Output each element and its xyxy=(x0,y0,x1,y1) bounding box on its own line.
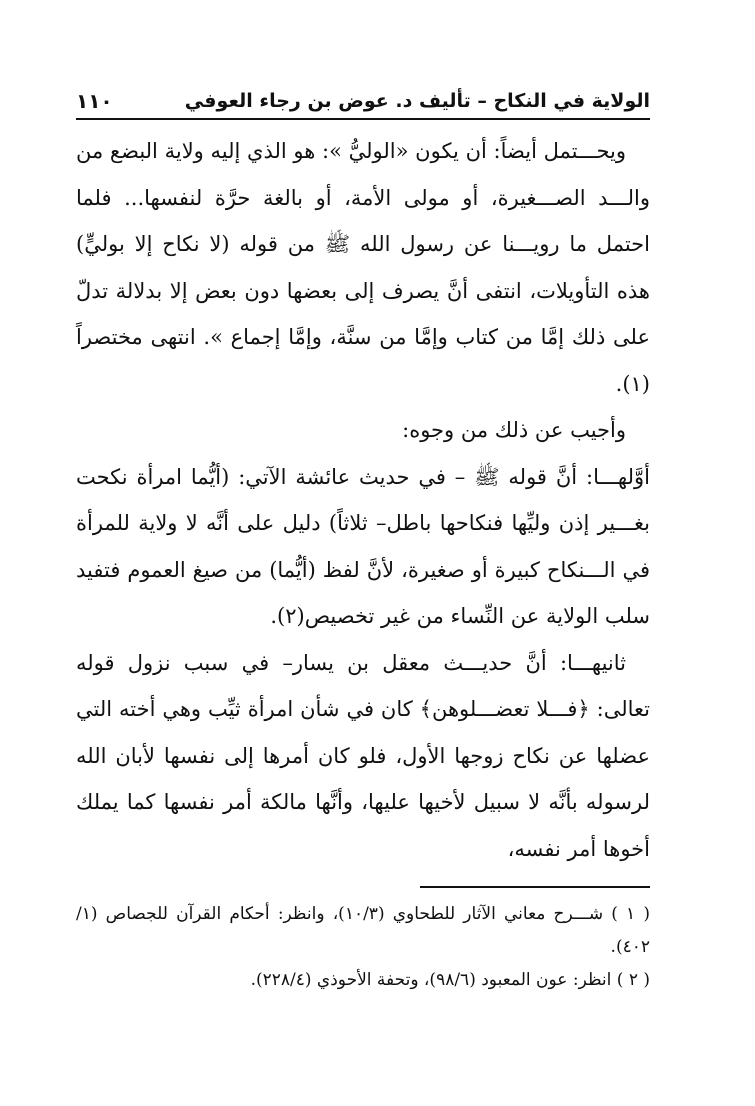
footnote: ( ١ ) شـــرح معاني الآثار للطحاوي (١٠/٣)، وانظر: أحكام القرآن للجصاص (١/ ٤٠٢). xyxy=(76,904,650,957)
footnote: ( ٢ ) انظر: عون المعبود (٩٨/٦)، وتحفة الأحوذي (٢٢٨/٤). xyxy=(250,970,650,990)
paragraph: أوَّلهـــا: أنَّ قوله ﷺ – في حديث عائشة الآتي: (أيُّما امرأة نكحت بغـــير إذن وليِّها فنكاحها باطل– ثلاثاً) دليل على أنَّه لا ولاية للمرأة في الـــنكاح كبيرة أو صغيرة، لأنَّ لفظ (أيُّما) من صيغ العموم فتفيد سلب الولاية عن النِّساء من غير تخصيص(٢). xyxy=(76,464,650,628)
header-title: الولاية في النكاح – تأليف د. عوض بن رجاء العوفي xyxy=(184,90,650,112)
footnotes xyxy=(76,898,650,997)
footnote-separator xyxy=(420,886,650,888)
paragraph: ويحـــتمل أيضاً: أن يكون «الوليُّ »: هو الذي إليه ولاية البضع من والـــد الصـــغيرة، أو مولى الأمة، أو بالغة حرَّة لنفسها... فلما احتمل ما رويـــنا عن رسول الله ﷺ من قوله (لا نكاح إلا بوليٍّ) هذه التأويلات، انتفى أنَّ يصرف إلى بعضها دون بعض إلا بدلالة تدلّ على ذلك إمَّا من كتاب وإمَّا من سنَّة، وإمَّا إجماع ». انتهى مختصراً (١). xyxy=(76,139,650,396)
main-text xyxy=(76,128,650,872)
running-header xyxy=(76,86,650,120)
paragraph: وأجيب عن ذلك من وجوه: xyxy=(402,418,626,442)
page-number: ١١٠ xyxy=(76,89,113,113)
paragraph: ثانيهـــا: أنَّ حديـــث معقل بن يسار– في سبب نزول قوله تعالى: ﴿فـــلا تعضـــلوهن﴾ كان في شأن امرأة ثيِّب وهي أخته التي عضلها عن نكاح زوجها الأول، فلو كان أمرها إلى نفسها لأبان الله لرسوله بأنَّه لا سبيل لأخيها عليها، وأنَّها مالكة أمر نفسها كما يملك أخوها أمر نفسه، xyxy=(76,650,650,861)
